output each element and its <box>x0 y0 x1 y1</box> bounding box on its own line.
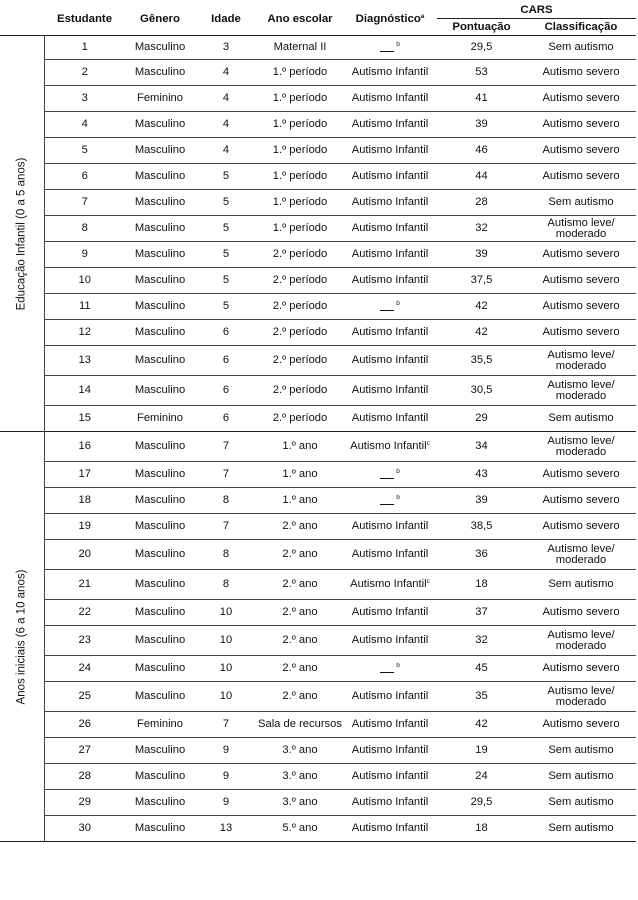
table-row <box>0 112 636 138</box>
cell-idade: 10 <box>219 690 233 702</box>
cell-idade: 9 <box>222 770 230 782</box>
cell-pontuacao: 34 <box>475 440 488 452</box>
cell-genero: Masculino <box>134 144 186 156</box>
cell-pontuacao: 38,5 <box>470 520 493 532</box>
cell-idade: 7 <box>222 718 230 730</box>
cell-diagnostico <box>343 600 437 626</box>
table-row <box>0 432 636 462</box>
cell-idade: 5 <box>222 222 230 234</box>
table-row <box>0 514 636 540</box>
cell-pontuacao: 39 <box>475 248 488 260</box>
cell-genero: Masculino <box>134 578 186 590</box>
cell-ano-escolar: 1.º ano <box>282 468 318 480</box>
table-row <box>0 346 636 376</box>
diagnostico-note: c <box>426 440 430 447</box>
diagnostico-note: b <box>396 41 400 48</box>
cell-genero: Masculino <box>134 634 186 646</box>
table-row <box>0 376 636 406</box>
cell-classificacao: Sem autismo <box>548 196 614 208</box>
cell-genero: Masculino <box>134 170 186 182</box>
cell-genero: Masculino <box>134 822 186 834</box>
cell-estudante: 29 <box>78 796 91 808</box>
cell-ano-escolar: 1.º ano <box>282 494 318 506</box>
cell-idade: 8 <box>222 578 230 590</box>
cell-idade: 6 <box>222 354 230 366</box>
cell-idade: 5 <box>222 170 230 182</box>
cell-estudante: 17 <box>78 468 91 480</box>
table-row <box>0 268 636 294</box>
no-diagnosis-dash <box>380 470 394 479</box>
cell-idade: 6 <box>222 412 230 424</box>
cell-classificacao: Autismo severo <box>542 170 620 182</box>
cell-pontuacao: 35,5 <box>470 354 493 366</box>
cell-estudante: 24 <box>78 662 91 674</box>
header-pontuacao: Pontuação <box>437 19 526 36</box>
cell-classificacao: Autismo severo <box>542 92 620 104</box>
cell-ano-escolar: 2.º período <box>272 412 328 424</box>
cell-classificacao: Autismo severo <box>542 468 620 480</box>
cell-estudante: 2 <box>81 66 88 78</box>
cell-idade: 5 <box>222 300 230 312</box>
cell-estudante: 13 <box>78 354 91 366</box>
cell-pontuacao: 18 <box>475 822 488 834</box>
diagnostico-text: Autismo Infantil <box>351 92 429 104</box>
cell-diagnostico <box>343 36 437 60</box>
cell-ano-escolar: Maternal II <box>273 41 327 53</box>
cell-estudante: 18 <box>78 494 91 506</box>
cell-idade: 10 <box>219 634 233 646</box>
cell-ano-escolar: 2.º ano <box>282 634 318 646</box>
table-body <box>0 36 636 842</box>
diagnostico-text: Autismo Infantil <box>351 744 429 756</box>
cell-idade: 8 <box>222 494 230 506</box>
cell-pontuacao: 32 <box>475 634 488 646</box>
stage-label: Educação Infantil (0 a 5 anos) <box>15 157 28 310</box>
cell-pontuacao: 18 <box>475 578 488 590</box>
cell-ano-escolar: 2.º período <box>272 326 328 338</box>
cell-pontuacao: 45 <box>475 662 488 674</box>
cell-ano-escolar: 2.º ano <box>282 606 318 618</box>
cell-diagnostico <box>343 112 437 138</box>
cell-estudante: 11 <box>78 300 91 312</box>
cell-genero: Masculino <box>134 248 186 260</box>
cell-genero: Masculino <box>134 520 186 532</box>
cell-classificacao: Autismo severo <box>542 718 620 730</box>
cell-classificacao: Autismo severo <box>542 248 620 260</box>
cell-idade: 10 <box>219 606 233 618</box>
table-row <box>0 712 636 738</box>
cell-pontuacao: 36 <box>475 548 488 560</box>
header-classificacao: Classificação <box>526 19 636 36</box>
cell-genero: Masculino <box>134 118 186 130</box>
cell-idade: 4 <box>222 118 230 130</box>
diagnostico-note: b <box>396 300 400 307</box>
cell-classificacao: Autismo leve/ moderado <box>547 378 615 402</box>
cell-estudante: 19 <box>78 520 91 532</box>
cell-estudante: 23 <box>78 634 91 646</box>
table-row <box>0 138 636 164</box>
cell-genero: Masculino <box>134 222 186 234</box>
cell-estudante: 6 <box>81 170 88 182</box>
cell-pontuacao: 39 <box>475 118 488 130</box>
cell-genero: Masculino <box>134 196 186 208</box>
cell-pontuacao: 43 <box>475 468 488 480</box>
header-diagnostico-label: Diagnóstico <box>355 12 421 25</box>
diagnostico-text: Autismo Infantil <box>351 412 429 424</box>
cell-diagnostico <box>343 540 437 570</box>
cell-classificacao: Autismo severo <box>542 118 620 130</box>
cell-genero: Masculino <box>134 326 186 338</box>
cell-classificacao: Autismo leve/ moderado <box>547 684 615 708</box>
table-row <box>0 540 636 570</box>
cell-pontuacao: 41 <box>475 92 488 104</box>
diagnostico-note: b <box>396 468 400 475</box>
cell-genero: Masculino <box>134 354 186 366</box>
table-row <box>0 816 636 842</box>
cell-estudante: 21 <box>78 578 91 590</box>
table-row <box>0 764 636 790</box>
cell-diagnostico <box>343 320 437 346</box>
cell-pontuacao: 42 <box>475 718 488 730</box>
cell-classificacao: Sem autismo <box>548 822 614 834</box>
cell-diagnostico <box>343 60 437 86</box>
diagnostico-text: Autismo Infantil <box>351 326 429 338</box>
cell-pontuacao: 44 <box>475 170 488 182</box>
cell-classificacao: Autismo leve/ moderado <box>547 628 615 652</box>
table-row <box>0 406 636 432</box>
cell-diagnostico <box>343 790 437 816</box>
cell-idade: 9 <box>222 796 230 808</box>
cell-pontuacao: 37,5 <box>470 274 493 286</box>
table-row <box>0 738 636 764</box>
diagnostico-text: Autismo Infantil <box>351 248 429 260</box>
cell-diagnostico <box>343 816 437 842</box>
cell-diagnostico <box>343 764 437 790</box>
cell-diagnostico <box>343 462 437 488</box>
cell-genero: Masculino <box>134 744 186 756</box>
diagnostico-text: Autismo Infantil <box>351 384 429 396</box>
cell-classificacao: Autismo severo <box>542 606 620 618</box>
cell-pontuacao: 42 <box>475 300 488 312</box>
cell-ano-escolar: 5.º ano <box>282 822 318 834</box>
cell-diagnostico <box>343 268 437 294</box>
cell-estudante: 22 <box>78 606 91 618</box>
cell-diagnostico <box>343 242 437 268</box>
cell-idade: 7 <box>222 440 230 452</box>
cell-pontuacao: 42 <box>475 326 488 338</box>
cell-diagnostico <box>343 712 437 738</box>
cell-pontuacao: 32 <box>475 222 488 234</box>
header-idade: Idade <box>195 3 257 36</box>
cell-diagnostico <box>343 488 437 514</box>
cell-pontuacao: 39 <box>475 494 488 506</box>
diagnostico-text: Autismo Infantil <box>351 222 429 234</box>
cell-diagnostico <box>343 514 437 540</box>
cell-genero: Masculino <box>134 41 186 53</box>
diagnostico-text: Autismo Infantil <box>351 170 429 182</box>
diagnostico-text: Autismo Infantil <box>350 440 427 452</box>
stage-label: Anos iniciais (6 a 10 anos) <box>15 569 28 704</box>
cell-ano-escolar: 1.º período <box>272 170 328 182</box>
header-diagnostico <box>343 3 437 36</box>
cell-pontuacao: 19 <box>475 744 488 756</box>
header-cars: CARS <box>437 3 636 19</box>
cell-pontuacao: 29,5 <box>470 796 493 808</box>
diagnostico-text: Autismo Infantil <box>351 520 429 532</box>
cell-ano-escolar: 3.º ano <box>282 796 318 808</box>
diagnostico-text: Autismo Infantil <box>351 690 429 702</box>
cell-diagnostico <box>343 738 437 764</box>
cell-estudante: 8 <box>81 222 88 234</box>
table-row <box>0 86 636 112</box>
cell-diagnostico <box>343 376 437 406</box>
cell-diagnostico <box>343 190 437 216</box>
cell-idade: 9 <box>222 744 230 756</box>
table-row <box>0 790 636 816</box>
cell-idade: 4 <box>222 66 230 78</box>
cell-genero: Masculino <box>134 274 186 286</box>
cell-pontuacao: 46 <box>475 144 488 156</box>
cell-diagnostico <box>343 432 437 462</box>
cell-classificacao: Autismo severo <box>542 66 620 78</box>
cell-idade: 3 <box>222 41 230 53</box>
cell-classificacao: Sem autismo <box>548 578 614 590</box>
cell-idade: 5 <box>222 274 230 286</box>
cell-classificacao: Sem autismo <box>548 41 614 53</box>
cell-estudante: 28 <box>78 770 91 782</box>
cell-classificacao: Sem autismo <box>548 744 614 756</box>
cell-ano-escolar: 1.º período <box>272 92 328 104</box>
cell-diagnostico <box>343 294 437 320</box>
cell-pontuacao: 37 <box>475 606 488 618</box>
cell-idade: 5 <box>222 248 230 260</box>
diagnostico-text: Autismo Infantil <box>351 548 429 560</box>
cell-ano-escolar: 1.º período <box>272 196 328 208</box>
cell-genero: Masculino <box>134 440 186 452</box>
cell-estudante: 4 <box>81 118 88 130</box>
table-row <box>0 656 636 682</box>
cell-diagnostico <box>343 682 437 712</box>
students-cars-table <box>0 3 636 842</box>
table-row <box>0 320 636 346</box>
diagnostico-text: Autismo Infantil <box>351 796 429 808</box>
cell-diagnostico <box>343 346 437 376</box>
cell-classificacao: Autismo leve/ moderado <box>547 216 615 240</box>
cell-genero: Masculino <box>134 548 186 560</box>
stage-label-cell <box>0 432 44 842</box>
cell-estudante: 5 <box>81 144 88 156</box>
cell-estudante: 16 <box>78 440 91 452</box>
diagnostico-note: b <box>396 662 400 669</box>
diagnostico-text: Autismo Infantil <box>351 718 429 730</box>
diagnostico-text: Autismo Infantil <box>351 274 429 286</box>
cell-ano-escolar: 3.º ano <box>282 770 318 782</box>
cell-ano-escolar: 2.º período <box>272 300 328 312</box>
cell-pontuacao: 35 <box>475 690 488 702</box>
cell-classificacao: Sem autismo <box>548 412 614 424</box>
header-stage-blank <box>0 3 44 36</box>
cell-diagnostico <box>343 570 437 600</box>
cell-ano-escolar: 1.º período <box>272 222 328 234</box>
cell-genero: Feminino <box>136 92 183 104</box>
cell-ano-escolar: 2.º ano <box>282 662 318 674</box>
cell-classificacao: Autismo severo <box>542 326 620 338</box>
header-diagnostico-note: a <box>420 12 425 20</box>
table-row <box>0 294 636 320</box>
header-genero: Gênero <box>125 3 195 36</box>
header-ano-escolar: Ano escolar <box>257 3 343 36</box>
diagnostico-text: Autismo Infantil <box>350 578 427 590</box>
cell-genero: Masculino <box>134 468 186 480</box>
diagnostico-text: Autismo Infantil <box>351 118 429 130</box>
table-row <box>0 190 636 216</box>
cell-ano-escolar: 2.º ano <box>282 578 318 590</box>
no-diagnosis-dash <box>380 496 394 505</box>
cell-estudante: 20 <box>78 548 91 560</box>
table-row <box>0 600 636 626</box>
cell-ano-escolar: 3.º ano <box>282 744 318 756</box>
cell-genero: Masculino <box>134 384 186 396</box>
table-row <box>0 60 636 86</box>
cell-pontuacao: 28 <box>475 196 488 208</box>
cell-classificacao: Autismo severo <box>542 274 620 286</box>
cell-pontuacao: 24 <box>475 770 488 782</box>
cell-estudante: 30 <box>78 822 91 834</box>
cell-estudante: 15 <box>78 412 91 424</box>
cell-ano-escolar: 2.º ano <box>282 548 318 560</box>
cell-ano-escolar: Sala de recursos <box>258 718 342 730</box>
cell-classificacao: Autismo severo <box>542 662 620 674</box>
table-row <box>0 488 636 514</box>
cell-diagnostico <box>343 406 437 432</box>
cell-diagnostico <box>343 626 437 656</box>
cell-estudante: 10 <box>78 274 91 286</box>
stage-label-cell <box>0 36 44 432</box>
cell-ano-escolar: 1.º período <box>272 66 328 78</box>
cell-classificacao: Sem autismo <box>548 796 614 808</box>
cell-estudante: 7 <box>81 196 88 208</box>
cell-genero: Masculino <box>134 662 186 674</box>
cell-classificacao: Autismo leve/ moderado <box>547 434 615 458</box>
diagnostico-note: c <box>426 578 430 585</box>
cell-idade: 6 <box>222 326 230 338</box>
cell-classificacao: Autismo leve/ moderado <box>547 542 615 566</box>
cell-classificacao: Autismo severo <box>542 494 620 506</box>
table-row <box>0 216 636 242</box>
cell-genero: Masculino <box>134 300 186 312</box>
cell-genero: Masculino <box>134 770 186 782</box>
table-header <box>0 3 636 36</box>
header-estudante: Estudante <box>44 3 125 36</box>
cell-ano-escolar: 2.º período <box>272 274 328 286</box>
cell-ano-escolar: 2.º ano <box>282 690 318 702</box>
cell-estudante: 3 <box>81 92 88 104</box>
cell-idade: 7 <box>222 520 230 532</box>
cell-idade: 8 <box>222 548 230 560</box>
cell-ano-escolar: 2.º ano <box>282 520 318 532</box>
cell-idade: 5 <box>222 196 230 208</box>
cell-ano-escolar: 2.º período <box>272 384 328 396</box>
diagnostico-text: Autismo Infantil <box>351 196 429 208</box>
cell-classificacao: Sem autismo <box>548 770 614 782</box>
cell-classificacao: Autismo severo <box>542 144 620 156</box>
table-row <box>0 36 636 60</box>
diagnostico-text: Autismo Infantil <box>351 66 429 78</box>
cell-pontuacao: 30,5 <box>470 384 493 396</box>
cell-estudante: 25 <box>78 690 91 702</box>
cell-diagnostico <box>343 138 437 164</box>
cell-estudante: 1 <box>81 41 88 53</box>
cell-estudante: 14 <box>78 384 91 396</box>
cell-genero: Masculino <box>134 796 186 808</box>
diagnostico-text: Autismo Infantil <box>351 144 429 156</box>
cell-genero: Masculino <box>134 606 186 618</box>
no-diagnosis-dash <box>380 664 394 673</box>
cell-genero: Feminino <box>136 718 183 730</box>
cell-pontuacao: 29,5 <box>470 41 493 53</box>
table-row <box>0 164 636 190</box>
cell-estudante: 9 <box>81 248 88 260</box>
diagnostico-text: Autismo Infantil <box>351 770 429 782</box>
cell-ano-escolar: 2.º período <box>272 248 328 260</box>
cell-pontuacao: 29 <box>475 412 488 424</box>
cell-diagnostico <box>343 164 437 190</box>
table-row <box>0 242 636 268</box>
no-diagnosis-dash <box>380 43 394 52</box>
cell-idade: 6 <box>222 384 230 396</box>
cell-genero: Masculino <box>134 494 186 506</box>
cell-diagnostico <box>343 216 437 242</box>
cell-genero: Masculino <box>134 690 186 702</box>
cell-classificacao: Autismo leve/ moderado <box>547 348 615 372</box>
cell-ano-escolar: 2.º período <box>272 354 328 366</box>
cell-idade: 4 <box>222 144 230 156</box>
cell-ano-escolar: 1.º ano <box>282 440 318 452</box>
diagnostico-note: b <box>396 494 400 501</box>
cell-pontuacao: 53 <box>475 66 488 78</box>
cell-genero: Feminino <box>136 412 183 424</box>
cell-ano-escolar: 1.º período <box>272 144 328 156</box>
cell-estudante: 27 <box>78 744 91 756</box>
cell-classificacao: Autismo severo <box>542 520 620 532</box>
diagnostico-text: Autismo Infantil <box>351 822 429 834</box>
cell-classificacao: Autismo severo <box>542 300 620 312</box>
table-row <box>0 682 636 712</box>
table-row <box>0 626 636 656</box>
cell-estudante: 12 <box>78 326 91 338</box>
cell-estudante: 26 <box>78 718 91 730</box>
cell-diagnostico <box>343 86 437 112</box>
cell-idade: 10 <box>219 662 233 674</box>
cell-ano-escolar: 1.º período <box>272 118 328 130</box>
diagnostico-text: Autismo Infantil <box>351 354 429 366</box>
table-row <box>0 462 636 488</box>
diagnostico-text: Autismo Infantil <box>351 634 429 646</box>
cell-idade: 13 <box>219 822 233 834</box>
diagnostico-text: Autismo Infantil <box>351 606 429 618</box>
cell-diagnostico <box>343 656 437 682</box>
table-row <box>0 570 636 600</box>
cell-genero: Masculino <box>134 66 186 78</box>
cell-idade: 4 <box>222 92 230 104</box>
cell-idade: 7 <box>222 468 230 480</box>
no-diagnosis-dash <box>380 302 394 311</box>
